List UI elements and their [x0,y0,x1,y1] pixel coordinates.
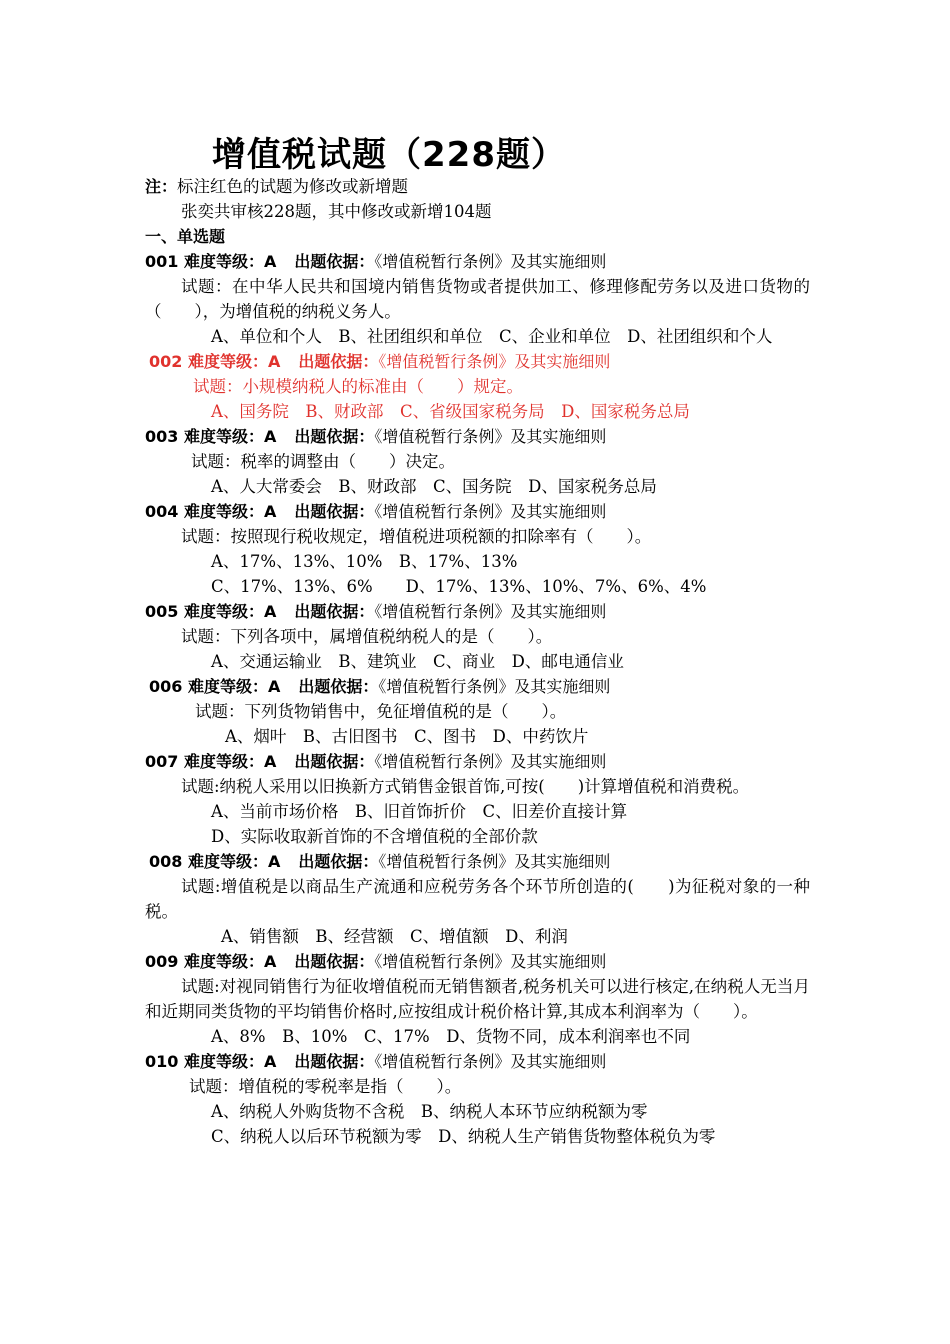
basis-label: 出题依据： [294,952,375,971]
question-option: A、17%、13%、10% B、17%、13% [211,552,518,571]
difficulty-level: 难度等级：A [187,852,281,871]
question-option: A、销售额 B、经营额 C、增值额 D、利润 [221,927,568,946]
question-item [145,424,810,499]
difficulty-level: 难度等级：A [183,252,277,271]
question-number: 002 [149,352,183,371]
basis-text: 《增值税暂行条例》及其实施细则 [374,1052,607,1071]
question-number: 007 [145,752,179,771]
question-item [145,749,810,849]
question-item-revised [145,349,810,424]
basis-text: 《增值税暂行条例》及其实施细则 [378,352,611,371]
question-number: 008 [149,852,183,871]
question-option: A、人大常委会 B、财政部 C、国务院 D、国家税务总局 [211,477,657,496]
basis-label: 出题依据： [294,1052,375,1071]
question-number: 001 [145,252,179,271]
note-label: 注： [145,177,178,196]
question-number: 006 [149,677,183,696]
basis-label: 出题依据： [294,752,375,771]
question-header [145,849,810,874]
question-header [145,949,810,974]
question-number: 009 [145,952,179,971]
question-number: 005 [145,602,179,621]
question-stem: 试题：按照现行税收规定，增值税进项税额的扣除率有（ ）。 [181,527,652,546]
question-stem: 试题：税率的调整由（ ）决定。 [191,452,455,471]
basis-text: 《增值税暂行条例》及其实施细则 [374,602,607,621]
difficulty-level: 难度等级：A [187,677,281,696]
question-stem: 试题:对视同销售行为征收增值税而无销售额者,税务机关可以进行核定,在纳税人无当月和近期同类货物的平均销售价格时,应按组成计税价格计算,其成本利润率为（ ）。 [145,977,810,1021]
question-stem: 试题：下列货物销售中，免征增值税的是（ ）。 [195,702,567,721]
question-header [145,599,810,624]
difficulty-level: 难度等级：A [183,602,277,621]
question-number: 003 [145,427,179,446]
page-title: 增值税试题（228题） [212,135,566,175]
question-option: C、纳税人以后环节税额为零 D、纳税人生产销售货物整体税负为零 [211,1127,716,1146]
question-item [145,499,810,599]
basis-label: 出题依据： [298,352,379,371]
basis-text: 《增值税暂行条例》及其实施细则 [374,252,607,271]
difficulty-level: 难度等级：A [183,752,277,771]
basis-text: 《增值税暂行条例》及其实施细则 [374,427,607,446]
basis-text: 《增值税暂行条例》及其实施细则 [378,852,611,871]
question-option: A、纳税人外购货物不含税 B、纳税人本环节应纳税额为零 [211,1102,648,1121]
question-item [145,599,810,674]
question-option: A、国务院 B、财政部 C、省级国家税务局 D、国家税务总局 [211,402,690,421]
question-stem: 试题:增值税是以商品生产流通和应税劳务各个环节所创造的( )为征税对象的一种税。 [145,877,810,921]
question-item [145,249,810,349]
question-stem: 试题：下列各项中，属增值税纳税人的是（ ）。 [181,627,553,646]
basis-text: 《增值税暂行条例》及其实施细则 [374,752,607,771]
basis-text: 《增值税暂行条例》及其实施细则 [374,952,607,971]
question-stem: 试题：增值税的零税率是指（ ）。 [189,1077,462,1096]
question-stem: 试题:纳税人采用以旧换新方式销售金银首饰,可按( )计算增值税和消费税。 [181,777,750,796]
question-option: A、单位和个人 B、社团组织和单位 C、企业和单位 D、社团组织和个人 [211,327,773,346]
question-item [145,1049,810,1149]
basis-label: 出题依据： [294,427,375,446]
question-option: A、烟叶 B、古旧图书 C、图书 D、中药饮片 [225,727,589,746]
section-heading: 一、单选题 [145,227,226,246]
question-header [145,249,810,274]
question-header [145,749,810,774]
question-item [145,949,810,1049]
question-option: A、交通运输业 B、建筑业 C、商业 D、邮电通信业 [211,652,624,671]
question-number: 010 [145,1052,179,1071]
difficulty-level: 难度等级：A [183,1052,277,1071]
document-body [145,174,810,1149]
question-header [145,424,810,449]
note-text: 标注红色的试题为修改或新增题 [177,177,409,196]
question-option: D、实际收取新首饰的不含增值税的全部价款 [211,827,538,846]
difficulty-level: 难度等级：A [187,352,281,371]
difficulty-level: 难度等级：A [183,502,277,521]
review-note: 张奕共审核228题，其中修改或新增104题 [181,202,492,221]
question-stem: 试题：小规模纳税人的标准由（ ）规定。 [193,377,523,396]
basis-text: 《增值税暂行条例》及其实施细则 [378,677,611,696]
question-header [145,674,810,699]
question-option: C、17%、13%、6% D、17%、13%、10%、7%、6%、4% [211,577,707,596]
basis-label: 出题依据： [298,677,379,696]
basis-label: 出题依据： [294,602,375,621]
question-option: A、当前市场价格 B、旧首饰折价 C、旧差价直接计算 [211,802,628,821]
question-item [145,674,810,749]
basis-text: 《增值税暂行条例》及其实施细则 [374,502,607,521]
question-item [145,849,810,949]
basis-label: 出题依据： [294,502,375,521]
basis-label: 出题依据： [294,252,375,271]
note-line [145,174,810,199]
difficulty-level: 难度等级：A [183,427,277,446]
question-number: 004 [145,502,179,521]
question-header [145,499,810,524]
basis-label: 出题依据： [298,852,379,871]
difficulty-level: 难度等级：A [183,952,277,971]
question-header [145,1049,810,1074]
question-stem: 试题：在中华人民共和国境内销售货物或者提供加工、修理修配劳务以及进口货物的（ ），为增值税的纳税义务人。 [145,277,810,321]
question-header [145,349,810,374]
question-option: A、8% B、10% C、17% D、货物不同，成本利润率也不同 [211,1027,691,1046]
